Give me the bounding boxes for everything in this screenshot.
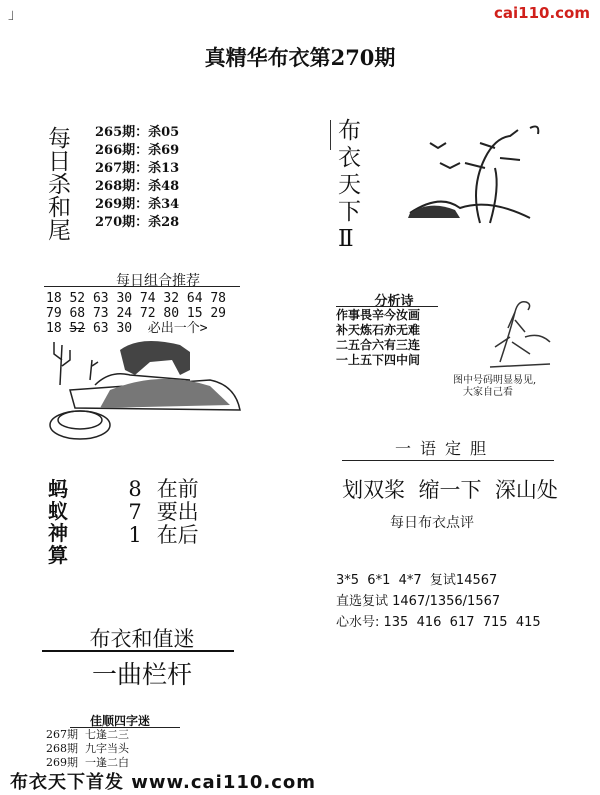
bytx-char: 布 [338, 118, 361, 144]
dragon-tree-illustration [400, 118, 550, 228]
footer-banner[interactable]: 布衣天下首发 www.cai110.com [10, 772, 317, 793]
poem-note [453, 375, 536, 399]
four-char-row: 267期 七逢二三 [46, 728, 129, 741]
kill-tail-list [95, 124, 179, 232]
ant-num: 8 [128, 477, 142, 501]
ant-num: 7 [128, 500, 142, 524]
bytx-char: Ⅱ [338, 226, 354, 252]
buyi-tianxia-label [338, 118, 364, 253]
poem-line: 作事畏辛今汝画 [336, 308, 421, 322]
poem-line: 一上五下四中间 [336, 353, 421, 367]
one-word-heading: 一语定胆 [394, 439, 495, 458]
number-line: 直选复试 1467/1356/1567 [336, 594, 501, 609]
kill-tail-item: 265期：杀05 [95, 125, 180, 140]
four-char-row: 269期 一逢二白 [46, 756, 129, 769]
number-line: 3*5 6*1 4*7 复试14567 [336, 573, 498, 588]
bytx-char: 天 [338, 172, 361, 198]
bytx-char: 下 [338, 199, 361, 225]
site-brand[interactable]: cai110.com [494, 4, 590, 22]
crane-illustration [470, 292, 570, 372]
divider [330, 120, 331, 150]
ant-text: 要出 [156, 500, 199, 524]
poem-lines [336, 308, 420, 368]
ant-char: 神 [48, 521, 68, 545]
poem-heading: 分析诗 [374, 294, 414, 309]
four-char-heading: 佳顺四字迷 [90, 714, 151, 728]
poem-line: 二五合六有三连 [336, 338, 421, 352]
combo-row-prefix: 18 [46, 321, 70, 336]
ant-row [120, 524, 199, 547]
kill-tail-char: 每 [48, 126, 71, 152]
divider [342, 460, 554, 461]
ant-char: 蚁 [48, 499, 68, 523]
kill-tail-char: 日 [48, 149, 71, 175]
kill-tail-char: 尾 [48, 218, 71, 244]
combo-struck-number: 52 [69, 321, 86, 336]
bytx-char: 衣 [338, 145, 361, 171]
kill-tail-char: 杀 [48, 172, 71, 198]
combo-row: 18 52 63 30 74 32 64 78 [46, 291, 227, 306]
kill-tail-item: 266期：杀69 [95, 143, 180, 158]
corner-mark: 」 [8, 7, 22, 23]
four-char-rows [46, 728, 129, 770]
one-word-answer: 划双桨 缩一下 深山处 [342, 478, 558, 502]
riddle-answer: 一曲栏杆 [91, 660, 192, 689]
kill-tail-item: 267期：杀13 [95, 161, 180, 176]
ant-num: 1 [128, 523, 142, 547]
poem-note-line: 大家自己看 [463, 387, 513, 398]
riddle-title: 布衣和值迷 [89, 627, 195, 651]
ant-text: 在前 [156, 477, 199, 501]
ant-calc-label [48, 478, 72, 566]
ant-row [120, 478, 199, 501]
combo-row-suffix: 63 30 必出一个> [85, 321, 208, 336]
poem-note-line: 图中号码明显易见, [453, 375, 537, 386]
ant-text: 在后 [156, 523, 199, 547]
divider [336, 306, 438, 307]
number-picks [336, 570, 541, 633]
kill-tail-item: 268期：杀48 [95, 179, 180, 194]
divider [42, 650, 234, 652]
kill-tail-item: 269期：杀34 [95, 197, 180, 212]
kill-tail-item: 270期：杀28 [95, 215, 180, 230]
ant-char: 蚂 [48, 477, 68, 501]
ant-row [120, 501, 199, 524]
combo-heading: 每日组合推荐 [116, 273, 200, 289]
daily-comment: 每日布衣点评 [390, 515, 474, 531]
ant-calc-rows [120, 478, 199, 547]
poem-line: 补天炼石亦无难 [336, 323, 421, 337]
number-line: 心水号: 135 416 617 715 415 [336, 615, 541, 630]
kill-tail-char: 和 [48, 195, 71, 221]
ant-char: 算 [48, 543, 68, 567]
kill-tail-label [48, 128, 74, 243]
hyena-illustration [40, 330, 245, 445]
divider [44, 286, 240, 287]
page-title: 真精华布衣第270期 [204, 45, 396, 70]
four-char-row: 268期 九字当头 [46, 742, 129, 755]
combo-row: 79 68 73 24 72 80 15 29 [46, 306, 227, 321]
